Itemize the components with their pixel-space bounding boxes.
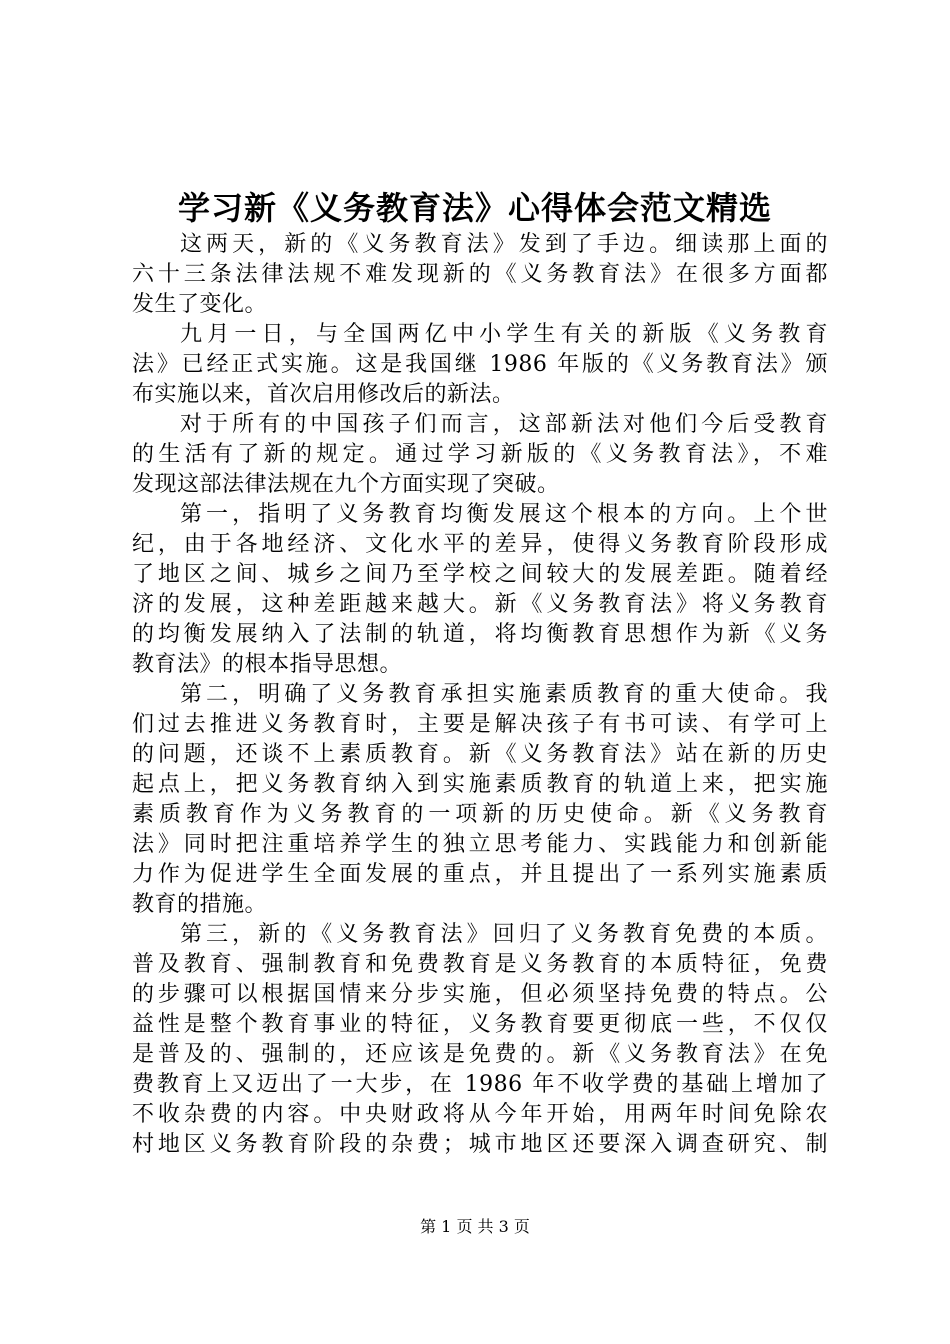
paragraph-line: 济的发展，这种差距越来越大。新《义务教育法》将义务教育 <box>132 592 828 617</box>
paragraph-line: 发生了变化。 <box>132 292 268 317</box>
paragraph-line: 的问题，还谈不上素质教育。新《义务教育法》站在新的历史 <box>132 742 828 767</box>
document-title: 学习新《义务教育法》心得体会范文精选 <box>177 189 772 227</box>
paragraph-line: 九月一日，与全国两亿中小学生有关的新版《义务教育 <box>180 322 828 347</box>
paragraph-line: 对于所有的中国孩子们而言，这部新法对他们今后受教育 <box>180 412 828 437</box>
document-body <box>132 230 828 1160</box>
paragraph-line: 法》已经正式实施。这是我国继 1986 年版的《义务教育法》颁 <box>132 352 828 377</box>
paragraph-line: 第一，指明了义务教育均衡发展这个根本的方向。上个世 <box>180 502 828 527</box>
paragraph-line: 教育法》的根本指导思想。 <box>132 652 403 677</box>
paragraph-line: 第三，新的《义务教育法》回归了义务教育免费的本质。 <box>180 922 828 947</box>
paragraph-line: 的步骤可以根据国情来分步实施，但必须坚持免费的特点。公 <box>132 982 828 1007</box>
paragraph-line: 力作为促进学生全面发展的重点，并且提出了一系列实施素质 <box>132 862 828 887</box>
paragraph-line: 发现这部法律法规在九个方面实现了突破。 <box>132 472 560 497</box>
paragraph-line: 了地区之间、城乡之间乃至学校之间较大的发展差距。随着经 <box>132 562 828 587</box>
paragraph-line: 们过去推进义务教育时，主要是解决孩子有书可读、有学可上 <box>132 712 828 737</box>
paragraph-line: 村地区义务教育阶段的杂费；城市地区还要深入调查研究、制 <box>132 1132 828 1157</box>
paragraph-line: 费教育上又迈出了一大步，在 1986 年不收学费的基础上增加了 <box>132 1072 828 1097</box>
paragraph-line: 是普及的、强制的，还应该是免费的。新《义务教育法》在免 <box>132 1042 828 1067</box>
paragraph-line: 起点上，把义务教育纳入到实施素质教育的轨道上来，把实施 <box>132 772 828 797</box>
paragraph-line: 教育的措施。 <box>132 892 268 917</box>
page-number-footer: 第 1 页 共 3 页 <box>420 1217 530 1236</box>
paragraph-line: 布实施以来，首次启用修改后的新法。 <box>132 382 515 407</box>
paragraph-line: 法》同时把注重培养学生的独立思考能力、实践能力和创新能 <box>132 832 828 857</box>
paragraph-line: 纪，由于各地经济、文化水平的差异，使得义务教育阶段形成 <box>132 532 828 557</box>
paragraph-line: 六十三条法律法规不难发现新的《义务教育法》在很多方面都 <box>132 262 828 287</box>
paragraph-line: 不收杂费的内容。中央财政将从今年开始，用两年时间免除农 <box>132 1102 828 1127</box>
paragraph-line: 第二，明确了义务教育承担实施素质教育的重大使命。我 <box>180 682 828 707</box>
paragraph-line: 的生活有了新的规定。通过学习新版的《义务教育法》，不难 <box>132 442 828 467</box>
paragraph-line: 益性是整个教育事业的特征，义务教育要更彻底一些，不仅仅 <box>132 1012 828 1037</box>
paragraph-line: 普及教育、强制教育和免费教育是义务教育的本质特征，免费 <box>132 952 828 977</box>
paragraph-line: 的均衡发展纳入了法制的轨道，将均衡教育思想作为新《义务 <box>132 622 828 647</box>
paragraph-line: 素质教育作为义务教育的一项新的历史使命。新《义务教育 <box>132 802 828 827</box>
paragraph-line: 这两天，新的《义务教育法》发到了手边。细读那上面的 <box>180 232 828 257</box>
